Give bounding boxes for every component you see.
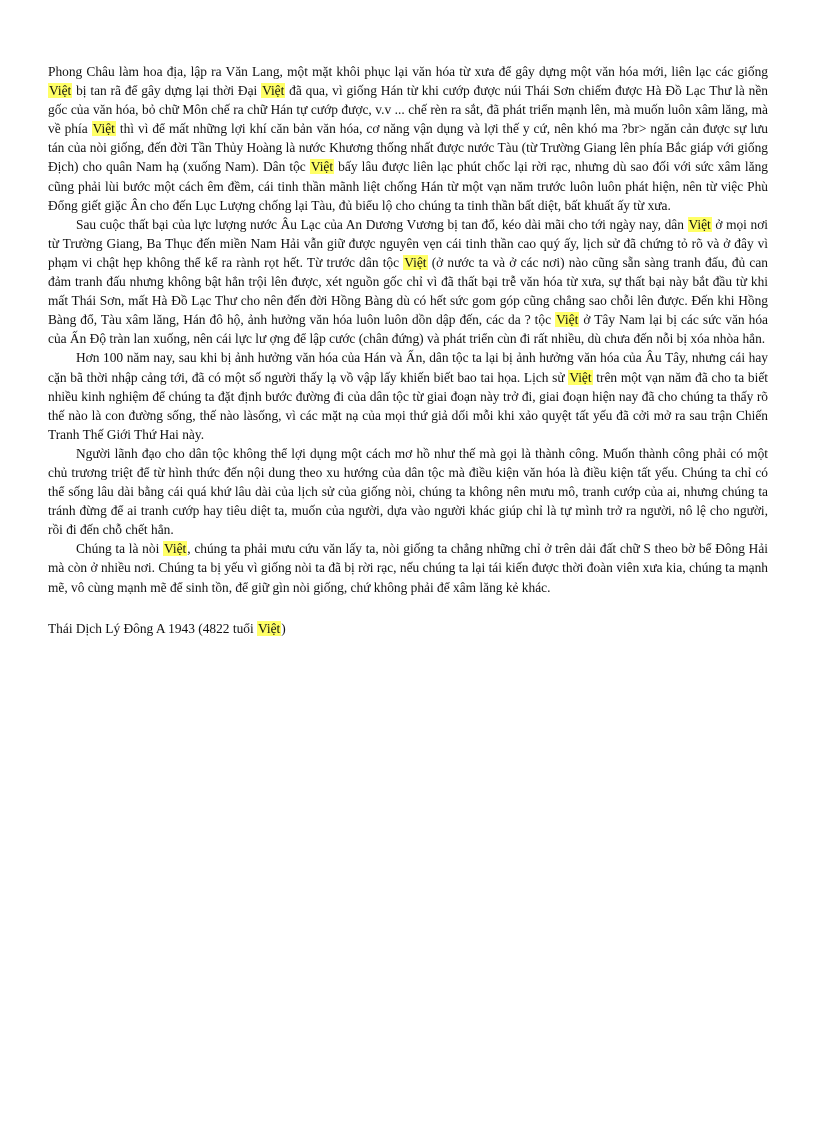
highlighted-word: Việt — [556, 312, 579, 328]
highlighted-word: Việt — [262, 83, 285, 99]
highlighted-word: Việt — [49, 83, 72, 99]
text-run: Người lãnh đạo cho dân tộc không thể lợi dụng một cách mơ hồ như thế mà gọi là thành công. Muốn thành công phải có một chủ trương triệt để từ hình thức đến nội dung theo xu hướng của dân tộc mà điều kiện văn hóa là điều kiện tất yếu. Chúng ta chỉ có thể sống lâu dài bằng cái quá khứ lâu dài của lịch sử của giống nòi, chúng ta không nên mưu mô, tranh cướp của ai, nhưng chúng ta tránh đừng để ai tranh cướp hay tiêu diệt ta, muốn của người, dựa vào người khác giúp chỉ là tự mình trở ra người, nô lệ cho người, rồi đi đến chỗ chết hẳn. — [48, 445, 768, 538]
text-run: ) — [281, 620, 286, 636]
text-run: Hơn 100 năm nay, sau khi bị ảnh hưởng văn hóa của Hán và Ấn, dân tộc ta lại bị ảnh hưởng văn hóa của Âu Tây, nhưng cái hay cặn bã thời nhập cảng tới, đã có một số người thấy lạ vồ vập lấy khiến biết bao tai họa. Lịch sử — [48, 350, 768, 385]
highlighted-word: Việt — [688, 216, 711, 232]
highlighted-word: Việt — [92, 121, 115, 137]
text-run: bấy lâu được liên lạc phút chốc lại rời rạc, nhưng dù sao đối với sức xâm lăng cũng phải lùi bước một cách êm đềm, cái tinh thần mãnh liệt chống Hán từ một vạn năm trước luôn luôn phát hiện, nên từ việc Phù Đổng giết giặc Ân cho đến Lục Lượng chống lại Tàu, đủ biểu lộ cho chúng ta tinh thần bất diệt, bất khuất ấy từ xưa. — [48, 159, 768, 213]
text-run: trên một vạn năm đã cho ta biết nhiều kinh nghiệm để chúng ta đặt định bước đường đi của dân tộc từ giai đoạn này trở đi, giai đoạn hiện nay đã cho chúng ta thấy rõ thế nào là con đường sống, thế nào làsống, vì các mặt nạ của mọi thứ giả dối mỗi khi xảo quyệt tất yếu đã cởi mở ra sau trận Chiến Tranh Thế Giới Thứ Hai này. — [48, 369, 768, 442]
highlighted-word: Việt — [404, 254, 427, 270]
paragraph — [48, 215, 768, 349]
paragraph — [48, 62, 768, 215]
highlighted-word: Việt — [569, 369, 592, 385]
signature-line — [48, 619, 768, 638]
paragraph — [48, 444, 768, 539]
text-run: bị tan rã để gây dựng lại thời Đại — [72, 83, 262, 99]
text-run: thì vì để mất những lợi khí căn bản văn hóa, cơ năng vận dụng và lợi thế y cứ, nên khó ma ?br> ngăn cản được sự lưu tán của nòi giống, đến đời Tần Thủy Hoàng là nước Khương thống nhất được nước Tàu (từ Trường Giang lên phía Bắc giáp với giống Địch) cho quân Nam hạ (xuống Nam). Dân tộc — [48, 121, 768, 175]
text-run: (ở nước ta và ở các nơi) nào cũng sẵn sàng tranh đấu, đủ can đảm tranh đấu nhưng không bật hẳn trội lên được, xét nguồn gốc chỉ vì đã thất bại trễ văn hóa từ xưa, sự thất bại này bắt đầu từ khi mất Thái Sơn, mất Hà Đồ Lạc Thư cho nên đến đời Hồng Bàng dù có hết sức gom góp cũng chẳng sao chỗi lên được. Đến khi Hồng Bàng đổ, Tàu xâm lăng, Hán đô hộ, ảnh hưởng văn hóa luôn luôn dồn dập đến, các da ? tộc — [48, 254, 768, 328]
document-page — [48, 62, 768, 638]
text-run: Phong Châu làm hoa địa, lập ra Văn Lang, một mặt khôi phục lại văn hóa từ xưa để gây dựng một văn hóa mới, liên lạc các giống — [48, 64, 768, 79]
highlighted-word: Việt — [258, 620, 281, 636]
text-run: Sau cuộc thất bại của lực lượng nước Âu Lạc của An Dương Vương bị tan đổ, kéo dài mãi cho tới ngày nay, dân — [76, 216, 688, 232]
text-run: ở mọi nơi từ Trường Giang, Ba Thục đến miền Nam Hải vẫn giữ được nguyên vẹn cái tinh thần cao quý ấy, lịch sử đã chứng tỏ rõ và ở đây vì phạm vi chật hẹp không thể kể ra rành rọt hết. Từ trước dân tộc — [48, 216, 769, 270]
text-run: Chúng ta là nòi — [76, 541, 164, 557]
highlighted-word: Việt — [164, 541, 187, 557]
paragraph — [48, 539, 768, 596]
text-run: , chúng ta phải mưu cứu văn lấy ta, nòi giống ta chẳng những chỉ ở trên dải đất chữ S theo bờ bể Đông Hải mà còn ở nhiều nơi. Chúng ta bị yếu vì giống nòi ta đã bị rời rạc, nếu chúng ta lại tái kiến được thời đoàn viên xưa kia, chúng ta mạnh mẽ, vô cùng mạnh mẽ để sinh tồn, để giữ gìn nòi giống, chứ không phải để xâm lăng kẻ khác. — [48, 541, 769, 595]
text-run: ở Tây Nam lại bị các sức văn hóa của Ấn Độ tràn lan xuống, nên cái lực lư ợng để lập cước (chân đứng) và phát triển cùn đi rất nhiều, dù chưa đến nỗi bị xóa nhòa hẳn. — [48, 312, 768, 347]
text-run: đã qua, vì giống Hán từ khi cướp được núi Thái Sơn chiếm được Hà Đồ Lạc Thư là nền gốc của văn hóa, bỏ chữ Môn chế ra chữ Hán tự cướp được, v.v ... chế rèn ra sắt, đã phát triển mạnh lên, mà muốn luôn xâm lăng, mà về phía — [48, 83, 769, 137]
highlighted-word: Việt — [310, 159, 334, 175]
paragraph — [48, 348, 768, 443]
text-run: Thái Dịch Lý Đông A 1943 (4822 tuổi — [48, 620, 258, 636]
document-body — [48, 62, 768, 597]
